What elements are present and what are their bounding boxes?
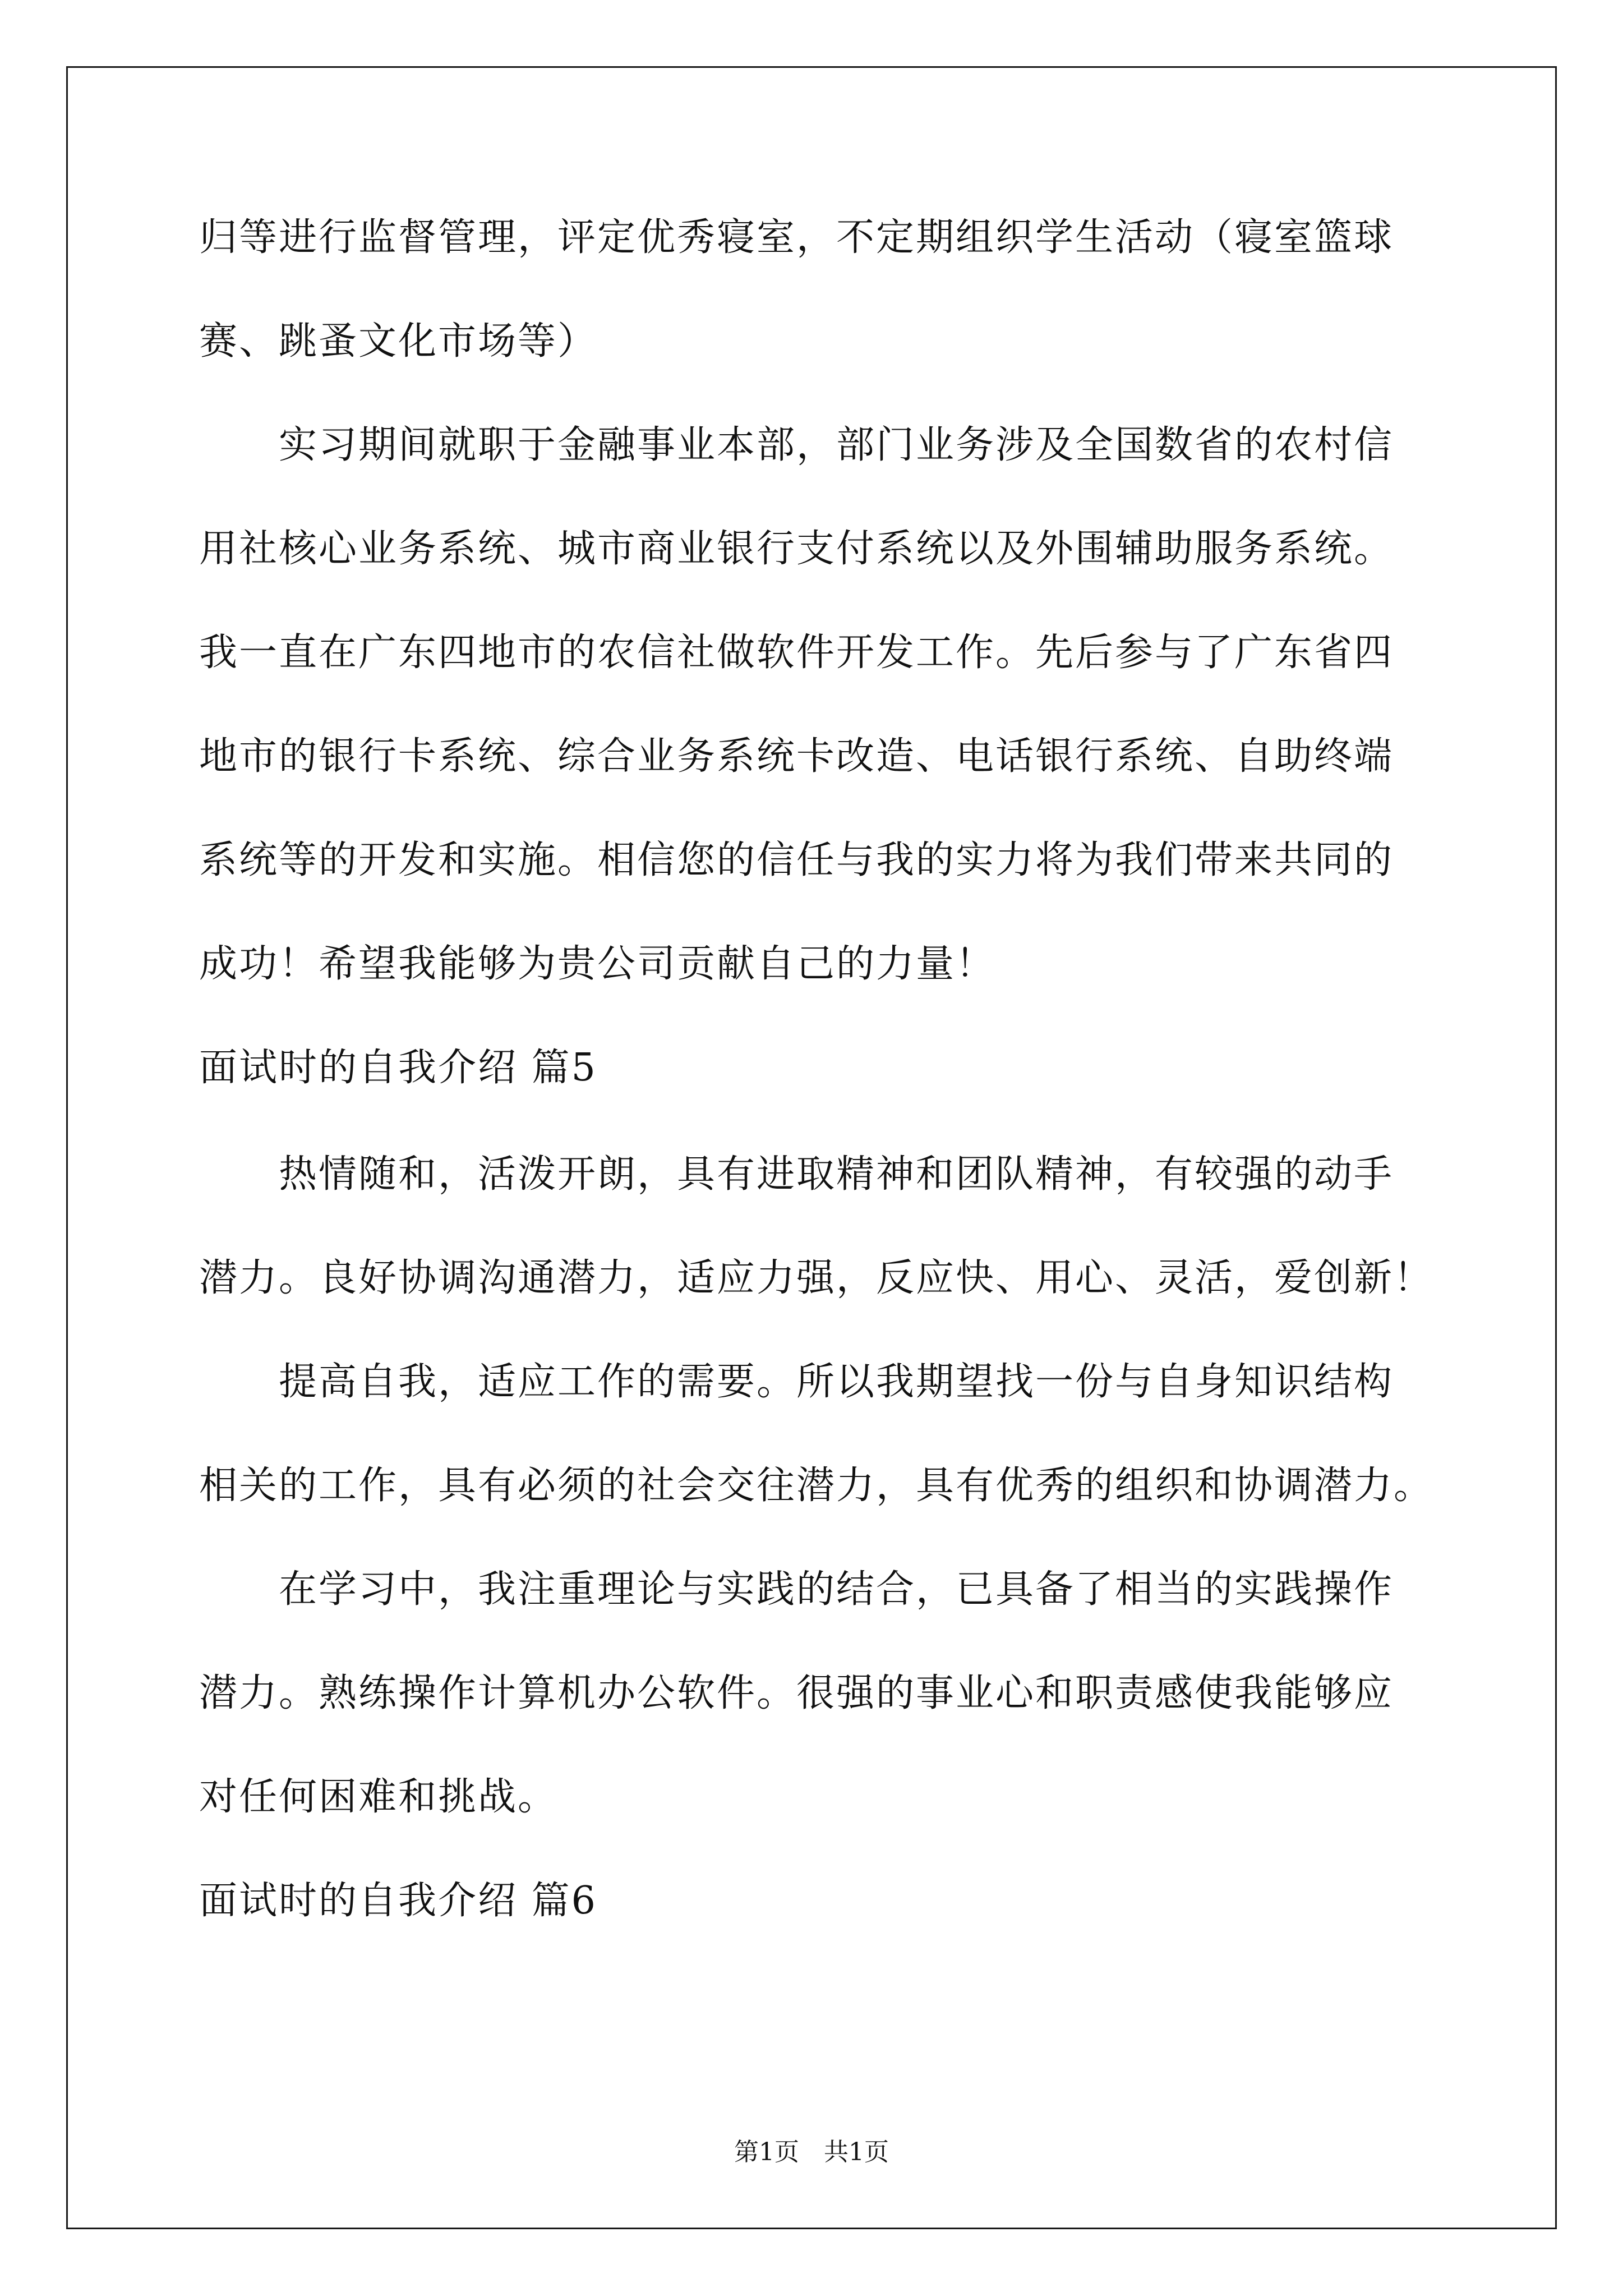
paragraph-line: 在学习中，我注重理论与实践的结合，已具备了相当的实践操作 (279, 1567, 1394, 1612)
paragraph-line: 对任何困难和挑战。 (199, 1775, 558, 1819)
section-heading: 面试时的自我介绍 篇6 (199, 1879, 597, 1923)
paragraph-line: 用社核心业务系统、城市商业银行支付系统以及外围辅助服务系统。 (199, 527, 1394, 571)
paragraph-line: 潜力。熟练操作计算机办公软件。很强的事业心和职责感使我能够应 (199, 1671, 1394, 1715)
section-heading: 面试时的自我介绍 篇5 (199, 1046, 597, 1090)
paragraph-line: 地市的银行卡系统、综合业务系统卡改造、电话银行系统、自助终端 (199, 734, 1394, 779)
paragraph-line: 潜力。良好协调沟通潜力，适应力强，反应快、用心、灵活，爱创新！ (199, 1256, 1434, 1300)
paragraph-line: 赛、跳蚤文化市场等） (199, 319, 598, 364)
page-footer: 第1页 共1页 (734, 2138, 889, 2166)
paragraph-line: 相关的工作，具有必须的社会交往潜力，具有优秀的组织和协调潜力。 (199, 1464, 1434, 1508)
paragraph-line: 实习期间就职于金融事业本部，部门业务涉及全国数省的农村信 (279, 423, 1394, 467)
paragraph-line: 我一直在广东四地市的农信社做软件开发工作。先后参与了广东省四 (199, 631, 1394, 675)
paragraph-line: 系统等的开发和实施。相信您的信任与我的实力将为我们带来共同的 (199, 838, 1394, 882)
paragraph-line: 热情随和，活泼开朗，具有进取精神和团队精神，有较强的动手 (279, 1152, 1394, 1197)
paragraph-line: 成功！希望我能够为贵公司贡献自己的力量！ (199, 942, 996, 986)
paragraph-line: 归等进行监督管理，评定优秀寝室，不定期组织学生活动（寝室篮球 (199, 215, 1394, 260)
paragraph-line: 提高自我，适应工作的需要。所以我期望找一份与自身知识结构 (279, 1360, 1394, 1404)
